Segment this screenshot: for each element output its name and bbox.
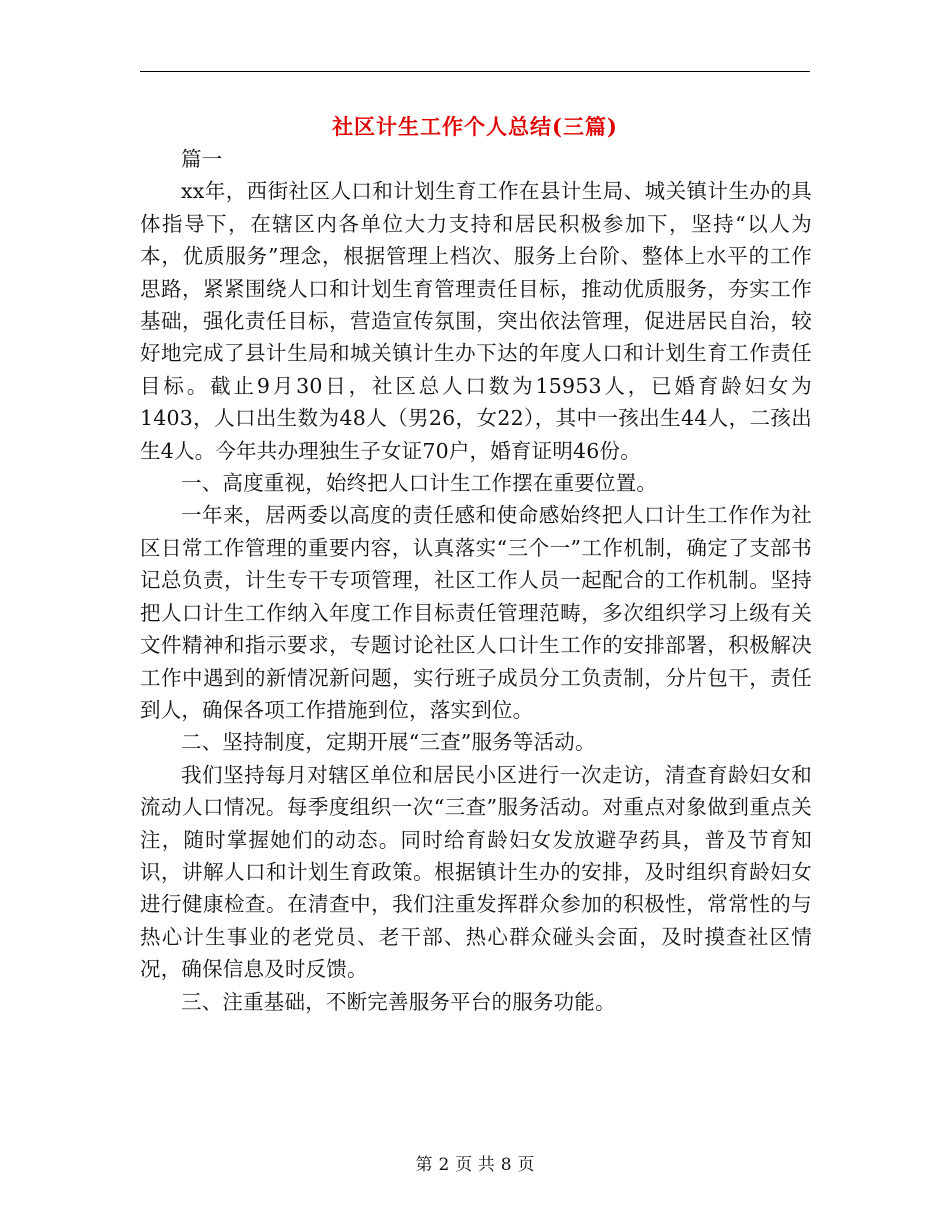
page-footer — [0, 1153, 950, 1177]
footer-current-page: 2 — [438, 1155, 450, 1175]
paragraph-2: 我们坚持每月对辖区单位和居民小区进行一次走访，清查育龄妇女和流动人口情况。每季度组织一次“三查”服务活动。对重点对象做到重点关注，随时掌握她们的动态。同时给育龄妇女发放避孕药具，普及节育知识，讲解人口和计划生育政策。根据镇计生办的安排，及时组织育龄妇女进行健康检查。在清查中，我们注重发挥群众参加的积极性，常常性的与热心计生事业的老党员、老干部、热心群众碰头会面，及时摸查社区情况，确保信息及时反馈。 — [140, 762, 812, 982]
footer-total-pages: 8 — [500, 1155, 512, 1175]
header-rule — [140, 71, 810, 72]
document-body — [140, 143, 812, 1018]
section-heading-2: 二、坚持制度，定期开展“三查”服务等活动。 — [181, 730, 596, 755]
footer-prefix: 第 — [415, 1155, 433, 1175]
footer-suffix: 页 — [517, 1155, 535, 1175]
paragraph-1: 一年来，居两委以高度的责任感和使命感始终把人口计生工作作为社区日常工作管理的重要内容，认真落实“三个一”工作机制，确定了支部书记总负责，计生专干专项管理，社区工作人员一起配合的工作机制。坚持把人口计生工作纳入年度工作目标责任管理范畴，多次组织学习上级有关文件精神和指示要求，专题讨论社区人口计生工作的安排部署，积极解决工作中遇到的新情况新问题，实行班子成员分工负责制，分片包干，责任到人，确保各项工作措施到位，落实到位。 — [140, 503, 812, 722]
paragraph-intro: xx年，西街社区人口和计划生育工作在县计生局、城关镇计生办的具体指导下，在辖区内各单位大力支持和居民积极参加下，坚持“以人为本，优质服务”理念，根据管理上档次、服务上台阶、整体上水平的工作思路，紧紧围绕人口和计划生育管理责任目标，推动优质服务，夯实工作基础，强化责任目标，营造宣传氛围，突出依法管理，促进居民自治，较好地完成了县计生局和城关镇计生办下达的年度人口和计划生育工作责任目标。截止9月30日，社区总人口数为15953人，已婚育龄妇女为1403，人口出生数为48人（男26，女22），其中一孩出生44人，二孩出生4人。今年共办理独生子女证70户，婚育证明46份。 — [140, 179, 812, 463]
document-title: 社区计生工作个人总结(三篇) — [332, 114, 618, 139]
section-heading-part-one: 篇一 — [181, 147, 223, 171]
section-heading-3: 三、注重基础，不断完善服务平台的服务功能。 — [181, 989, 616, 1014]
footer-middle: 页 共 — [455, 1155, 495, 1175]
section-heading-1: 一、高度重视，始终把人口计生工作摆在重要位置。 — [181, 471, 658, 496]
